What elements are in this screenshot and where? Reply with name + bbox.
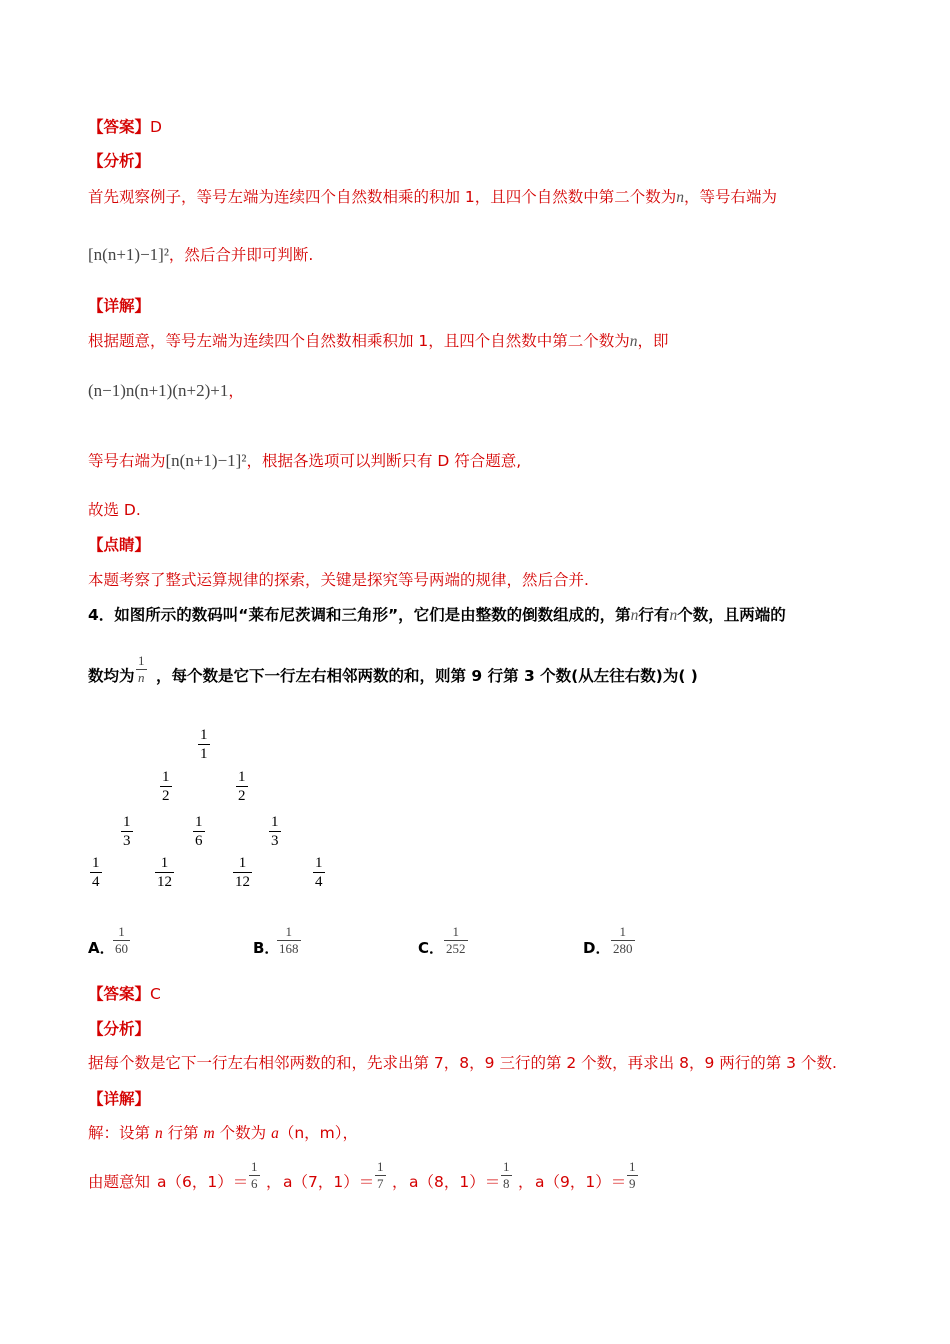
q4-analysis-text: 据每个数是它下一行左右相邻两数的和，先求出第 7，8，9 三行的第 2 个数，再求出 8，9 两行的第 3 个数. bbox=[88, 1054, 837, 1072]
triangle-cell: 1 2 bbox=[162, 769, 170, 804]
q3-analysis-tag: 【分析】 bbox=[88, 152, 151, 170]
separator: ， bbox=[392, 1173, 408, 1191]
triangle-cell: 1 12 bbox=[157, 855, 172, 890]
known-value-label: a（6，1）＝ bbox=[157, 1173, 249, 1191]
q3-analysis-line1: 首先观察例子，等号左端为连续四个自然数相乘的积加 1，且四个自然数中第二个数为n，等号右端为 bbox=[88, 188, 778, 206]
q3-detail-tag: 【详解】 bbox=[88, 297, 151, 315]
q4-stem-line2-end: ，每个数是它下一行左右相邻两数的和，则第 9 行第 3 个数(从左往右数)为( ) bbox=[156, 667, 698, 685]
option-fraction: 1 252 bbox=[446, 924, 466, 956]
option-label: B． bbox=[253, 939, 280, 957]
q4-detail-line1: 解：设第 n 行第 m 个数为 a（n，m）， bbox=[88, 1124, 359, 1142]
answer-tag: 【答案】 bbox=[88, 118, 151, 136]
q4-analysis-tag: 【分析】 bbox=[88, 1020, 151, 1038]
q3-point-text: 本题考察了整式运算规律的探索，关键是探究等号两端的规律，然后合并. bbox=[88, 571, 589, 589]
q3-detail-line3: 等号右端为[n(n+1)−1]²，根据各选项可以判断只有 D 符合题意, bbox=[88, 451, 522, 470]
option-fraction: 1 280 bbox=[613, 924, 633, 956]
answer-value: C bbox=[150, 985, 161, 1003]
q3-answer-line bbox=[88, 117, 162, 137]
q3-detail-line4: 故选 D. bbox=[88, 501, 141, 519]
formula: (n−1)n(n+1)(n+2)+1 bbox=[88, 381, 229, 400]
q4-detail-tag: 【详解】 bbox=[88, 1090, 151, 1108]
q3-detail-line2: (n−1)n(n+1)(n+2)+1， bbox=[88, 381, 244, 400]
triangle-cell: 1 1 bbox=[200, 727, 208, 762]
q4-stem-line1: 4．如图所示的数码叫“莱布尼茨调和三角形”，它们是由整数的倒数组成的，第n行有n个数，且两端的 bbox=[88, 606, 786, 624]
q4-detail-line2-prefix: 由题意知 bbox=[88, 1173, 151, 1191]
triangle-cell: 1 6 bbox=[195, 814, 203, 849]
answer-value: D bbox=[150, 118, 162, 136]
option-fraction: 1 168 bbox=[279, 924, 299, 956]
triangle-cell: 1 3 bbox=[123, 814, 131, 849]
separator: ， bbox=[518, 1173, 534, 1191]
answer-tag: 【答案】 bbox=[88, 985, 151, 1003]
formula: [n(n+1)−1]² bbox=[88, 245, 169, 264]
q3-point-tag: 【点睛】 bbox=[88, 536, 151, 554]
q4-stem-line2-start: 数均为 bbox=[88, 667, 135, 685]
formula: [n(n+1)−1]² bbox=[165, 451, 247, 470]
option-fraction: 1 60 bbox=[115, 924, 128, 956]
known-value-fraction: 1 9 bbox=[629, 1159, 636, 1191]
triangle-cell: 1 4 bbox=[315, 855, 323, 890]
separator: ， bbox=[266, 1173, 282, 1191]
known-value-fraction: 1 7 bbox=[377, 1159, 384, 1191]
q3-analysis-line2: [n(n+1)−1]²，然后合并即可判断. bbox=[88, 245, 314, 264]
option-label: A． bbox=[88, 939, 115, 957]
option-label: D． bbox=[583, 939, 611, 957]
q4-answer-line bbox=[88, 984, 161, 1004]
triangle-cell: 1 3 bbox=[271, 814, 279, 849]
stem-fraction: 1 n bbox=[138, 653, 145, 685]
triangle-cell: 1 4 bbox=[92, 855, 100, 890]
q3-detail-line1: 根据题意，等号左端为连续四个自然数相乘积加 1，且四个自然数中第二个数为n，即 bbox=[88, 332, 669, 350]
option-label: C． bbox=[418, 939, 445, 957]
known-value-fraction: 1 8 bbox=[503, 1159, 510, 1191]
known-value-label: a（8，1）＝ bbox=[409, 1173, 501, 1191]
known-value-label: a（9，1）＝ bbox=[535, 1173, 627, 1191]
triangle-cell: 1 2 bbox=[238, 769, 246, 804]
known-value-fraction: 1 6 bbox=[251, 1159, 258, 1191]
triangle-cell: 1 12 bbox=[235, 855, 250, 890]
known-value-label: a（7，1）＝ bbox=[283, 1173, 375, 1191]
